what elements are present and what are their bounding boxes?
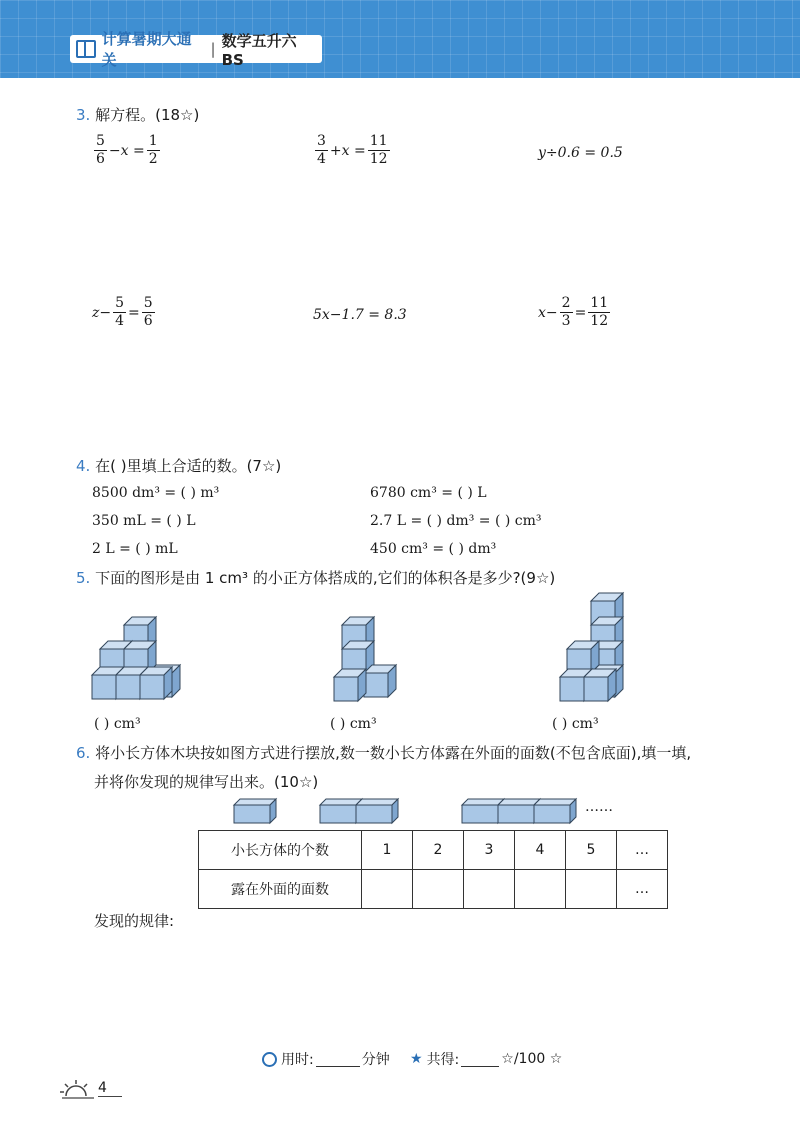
- table-cell: …: [617, 831, 668, 870]
- block-group-3-c: [534, 799, 576, 823]
- q3-number: 3.: [76, 106, 91, 124]
- series-title: 计算暑期大通关: [101, 30, 192, 69]
- q4-item-3: 350 mL = ( ) L: [92, 513, 196, 529]
- table-cell: 2: [413, 831, 464, 870]
- q4-heading: [76, 455, 281, 476]
- q5-answer-1: ( ) cm³: [94, 716, 141, 732]
- block-arrangement: [0, 795, 800, 827]
- star-icon: ★: [410, 1051, 423, 1067]
- table-cell: 1: [362, 831, 413, 870]
- q4-item-1: 8500 dm³ = ( ) m³: [92, 485, 220, 501]
- q5-answer-2: ( ) cm³: [330, 716, 377, 732]
- table-cell: 3: [464, 831, 515, 870]
- cube-figure-2: [334, 617, 396, 701]
- q4-item-5: 2 L = ( ) mL: [92, 541, 178, 557]
- cube-figures: [0, 585, 800, 715]
- q6-heading: [76, 742, 691, 763]
- time-blank[interactable]: [316, 1052, 360, 1067]
- q4-number: 4.: [76, 457, 91, 475]
- cube-figure-1: [92, 617, 180, 699]
- timer-block: [262, 1049, 390, 1069]
- sun-icon: [60, 1078, 96, 1100]
- q5-number: 5.: [76, 569, 91, 587]
- block-group-2-b: [356, 799, 398, 823]
- score-blank[interactable]: [461, 1052, 499, 1067]
- score-block: [410, 1049, 562, 1069]
- q6-title-line2: 并将你发现的规律写出来。(10☆): [94, 773, 319, 791]
- title-separator: |: [210, 40, 216, 58]
- equation-4: z− $\frac{5}{4}$ = $\frac{5}{6}$: [92, 295, 153, 329]
- table-cell: 4: [515, 831, 566, 870]
- equation-3: y÷0.6 = 0.5: [538, 145, 623, 161]
- pattern-label: 发现的规律:: [94, 912, 175, 930]
- subject-title: 数学五升六 BS: [221, 31, 297, 69]
- table-header-cell: 小长方体的个数: [199, 831, 362, 870]
- equation-1: $\frac{5}{6}$ −x = $\frac{1}{2}$: [96, 133, 158, 167]
- time-label: 用时:: [281, 1052, 314, 1068]
- q6-title-line1: 将小长方体木块按如图方式进行摆放,数一数小长方体露在外面的面数(不包含底面),填一填,: [95, 744, 692, 762]
- q4-item-2: 6780 cm³ = ( ) L: [370, 485, 487, 501]
- book-icon: [76, 40, 96, 58]
- score-label: 共得:: [426, 1052, 460, 1068]
- time-unit: 分钟: [361, 1052, 390, 1068]
- answer-cell[interactable]: [515, 870, 566, 909]
- block-group-1: [234, 799, 276, 823]
- equation-6: x− $\frac{2}{3}$ = $\frac{11}{12}$: [538, 295, 609, 329]
- answer-cell[interactable]: [362, 870, 413, 909]
- q4-title: 在( )里填上合适的数。(7☆): [95, 457, 282, 475]
- q6-table: [198, 830, 668, 909]
- answer-cell[interactable]: [413, 870, 464, 909]
- q4-item-4: 2.7 L = ( ) dm³ = ( ) cm³: [370, 513, 542, 529]
- blocks-ellipsis: ……: [585, 799, 613, 815]
- score-suffix: ☆/100 ☆: [501, 1051, 563, 1067]
- q5-answer-3: ( ) cm³: [552, 716, 599, 732]
- table-row: [199, 831, 668, 870]
- answer-cell[interactable]: [464, 870, 515, 909]
- answer-cell[interactable]: [566, 870, 617, 909]
- equation-5: 5x−1.7 = 8.3: [313, 307, 407, 323]
- table-row: [199, 870, 668, 909]
- table-cell: …: [617, 870, 668, 909]
- equation-2: $\frac{3}{4}$ +x = $\frac{11}{12}$: [317, 133, 388, 167]
- q5-title: 下面的图形是由 1 cm³ 的小正方体搭成的,它们的体积各是多少?(9☆): [95, 569, 556, 587]
- series-badge: [70, 30, 322, 69]
- clock-icon: [262, 1052, 277, 1067]
- q3-heading: [76, 104, 199, 125]
- q6-number: 6.: [76, 744, 91, 762]
- cube-figure-3: [560, 593, 623, 701]
- q4-item-6: 450 cm³ = ( ) dm³: [370, 541, 497, 557]
- q3-title: 解方程。(18☆): [95, 106, 200, 124]
- table-cell: 5: [566, 831, 617, 870]
- table-header-cell: 露在外面的面数: [199, 870, 362, 909]
- page-number: 4: [98, 1080, 122, 1097]
